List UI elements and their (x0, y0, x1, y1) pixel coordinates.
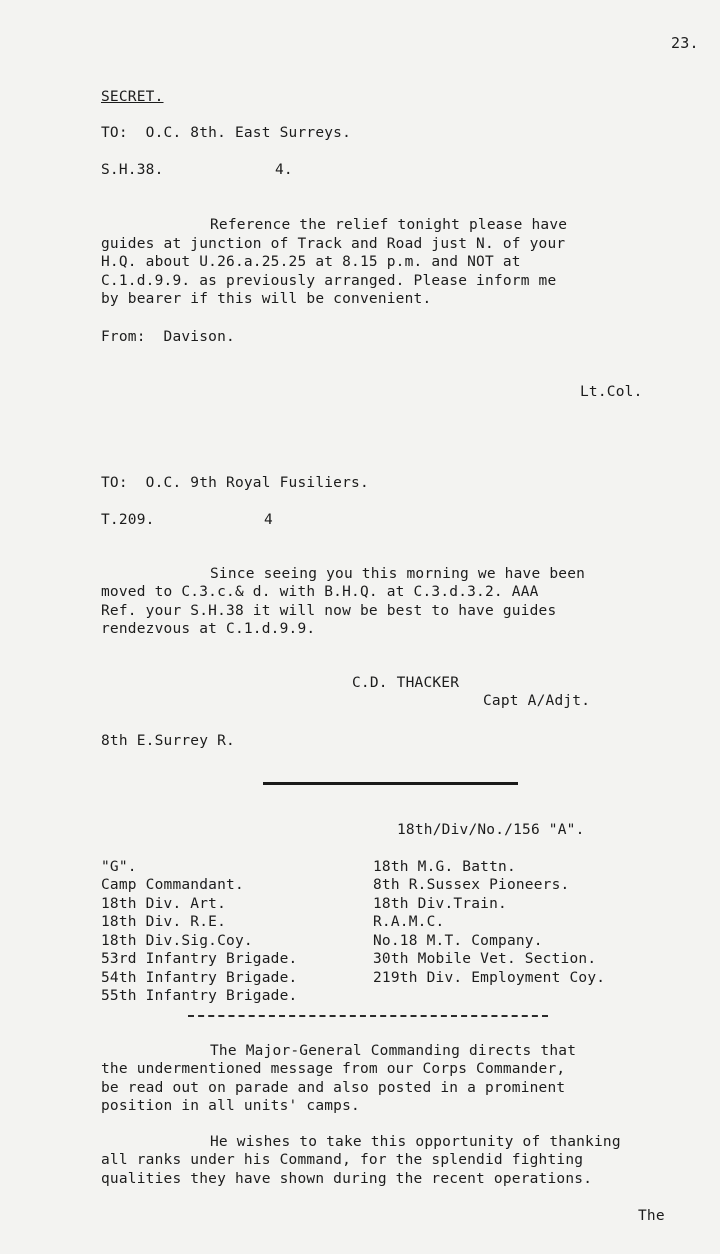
msg1-body-line: C.1.d.9.9. as previously arranged. Please inform me (101, 273, 557, 289)
dashed-divider (188, 1015, 548, 1017)
classification-heading: SECRET. (101, 89, 164, 105)
distribution-left-item: 55th Infantry Brigade. (101, 988, 298, 1004)
msg2-body-line: rendezvous at C.1.d.9.9. (101, 621, 316, 637)
msg2-reference-number: 4 (264, 512, 273, 528)
msg3-para2-line: all ranks under his Command, for the splendid fighting (101, 1152, 584, 1168)
catchword: The (638, 1208, 665, 1224)
msg3-para1-line: the undermentioned message from our Corps Commander, (101, 1061, 566, 1077)
msg2-to-line: TO: O.C. 9th Royal Fusiliers. (101, 475, 369, 491)
msg1-reference-number: 4. (275, 162, 293, 178)
msg3-para1-line: The Major-General Commanding directs that (210, 1043, 577, 1059)
distribution-left-item: Camp Commandant. (101, 877, 244, 893)
msg3-para2-line: qualities they have shown during the recent operations. (101, 1171, 593, 1187)
msg2-reference: T.209. (101, 512, 155, 528)
msg1-to-line: TO: O.C. 8th. East Surreys. (101, 125, 352, 141)
page-number: 23. (671, 34, 699, 52)
distribution-left-item: 18th Div.Sig.Coy. (101, 933, 253, 949)
msg1-body-line: by bearer if this will be convenient. (101, 291, 432, 307)
distribution-right-item: No.18 M.T. Company. (373, 933, 543, 949)
distribution-left-item: "G". (101, 859, 137, 875)
msg3-para2-line: He wishes to take this opportunity of thanking (210, 1134, 621, 1150)
msg2-appointment: Capt A/Adjt. (483, 693, 591, 709)
distribution-right-item: 8th R.Sussex Pioneers. (373, 877, 570, 893)
msg2-unit: 8th E.Surrey R. (101, 733, 235, 749)
msg3-para1-line: position in all units' camps. (101, 1098, 360, 1114)
distribution-right-item: 30th Mobile Vet. Section. (373, 951, 597, 967)
distribution-left-item: 18th Div. Art. (101, 896, 227, 912)
msg2-body-line: Since seeing you this morning we have been (210, 566, 586, 582)
msg1-reference: S.H.38. (101, 162, 164, 178)
msg1-from-line: From: Davison. (101, 329, 235, 345)
distribution-right-item: R.A.M.C. (373, 914, 445, 930)
distribution-right-item: 219th Div. Employment Coy. (373, 970, 606, 986)
msg2-signature: C.D. THACKER (352, 675, 460, 691)
distribution-right-item: 18th M.G. Battn. (373, 859, 516, 875)
msg2-body-line: Ref. your S.H.38 it will now be best to have guides (101, 603, 557, 619)
msg1-body-line: Reference the relief tonight please have (210, 217, 568, 233)
distribution-right-item: 18th Div.Train. (373, 896, 507, 912)
section-divider (263, 782, 518, 785)
distribution-left-item: 53rd Infantry Brigade. (101, 951, 298, 967)
msg1-rank: Lt.Col. (580, 384, 643, 400)
distribution-left-item: 18th Div. R.E. (101, 914, 227, 930)
msg1-body-line: guides at junction of Track and Road just N. of your (101, 236, 566, 252)
msg3-reference: 18th/Div/No./156 "A". (397, 822, 585, 838)
distribution-left-item: 54th Infantry Brigade. (101, 970, 298, 986)
msg3-para1-line: be read out on parade and also posted in a prominent (101, 1080, 566, 1096)
msg2-body-line: moved to C.3.c.& d. with B.H.Q. at C.3.d.3.2. AAA (101, 584, 539, 600)
msg1-body-line: H.Q. about U.26.a.25.25 at 8.15 p.m. and NOT at (101, 254, 521, 270)
